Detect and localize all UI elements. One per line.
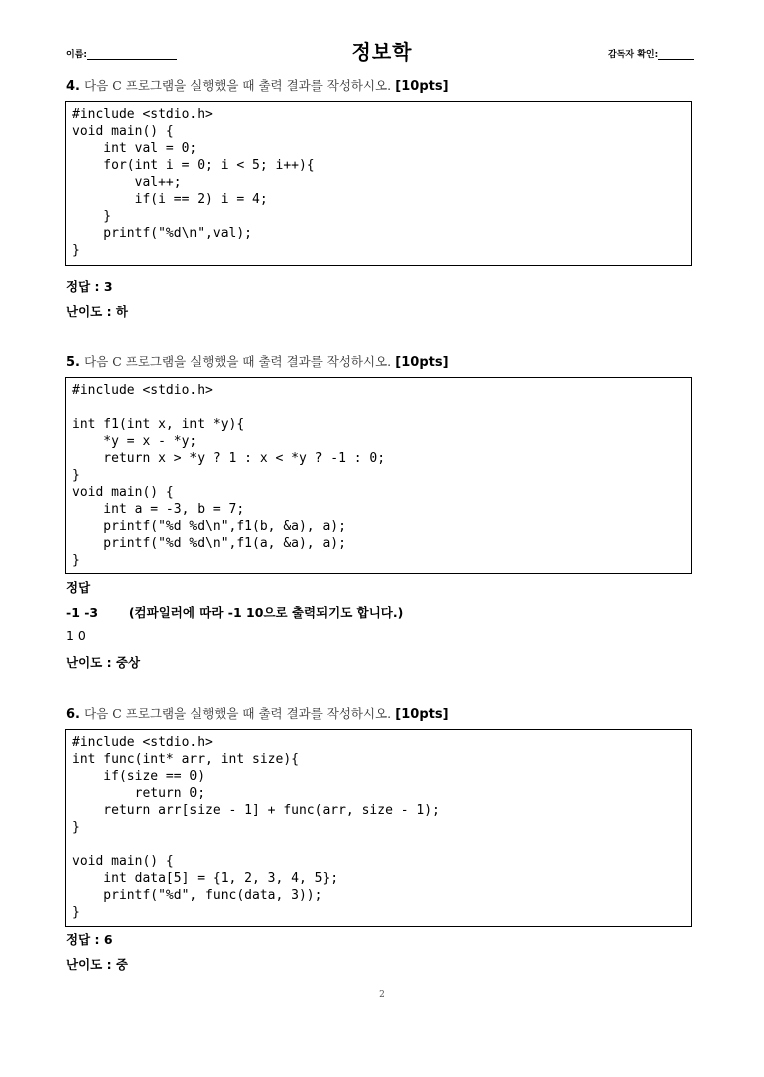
question-4-answer: 정답 : 3 bbox=[66, 279, 113, 294]
supervisor-field bbox=[608, 47, 694, 60]
question-number: 5. bbox=[66, 355, 80, 370]
question-6-answer: 정답 : 6 bbox=[66, 932, 113, 947]
supervisor-blank-line bbox=[658, 49, 694, 60]
question-5-code-box bbox=[65, 377, 692, 574]
answer-note: (컴파일러에 따라 -1 10으로 출력되기도 합니다.) bbox=[128, 605, 404, 620]
question-6-heading bbox=[66, 704, 449, 722]
question-points: [10pts] bbox=[395, 79, 449, 94]
question-6-code-box bbox=[65, 729, 692, 927]
supervisor-label: 감독자 확인: bbox=[608, 50, 659, 60]
question-5-heading bbox=[66, 352, 449, 370]
question-text: 다음 C 프로그램을 실행했을 때 출력 결과를 작성하시오. bbox=[84, 354, 392, 369]
question-5-answer-label: 정답 bbox=[66, 580, 91, 595]
question-number: 6. bbox=[66, 707, 80, 722]
answer-value: -1 -3 bbox=[66, 605, 99, 620]
question-4-heading bbox=[66, 76, 449, 94]
question-5-answer-line1 bbox=[66, 603, 403, 621]
question-6-difficulty: 난이도 : 중 bbox=[66, 957, 129, 972]
question-text: 다음 C 프로그램을 실행했을 때 출력 결과를 작성하시오. bbox=[84, 78, 392, 93]
page-number: 2 bbox=[379, 990, 385, 1000]
code-block: #include <stdio.h> int f1(int x, int *y){ *y = x - *y; return x > *y ? 1 : x < *y ? -1 : 0; } void main() { int a = -3, b = 7; printf("%d %d\n",f1(b, &a), a); printf("%d %d\n",f1(a, &a), a); } bbox=[72, 383, 386, 568]
name-label: 이름: bbox=[66, 50, 87, 60]
question-points: [10pts] bbox=[395, 707, 449, 722]
question-4-code-box bbox=[65, 101, 692, 266]
code-block: #include <stdio.h> void main() { int val = 0; for(int i = 0; i < 5; i++){ val++; if(i == 2) i = 4; } printf("%d\n",val); } bbox=[72, 107, 315, 258]
question-5-difficulty: 난이도 : 중상 bbox=[66, 655, 141, 670]
question-points: [10pts] bbox=[395, 355, 449, 370]
question-number: 4. bbox=[66, 79, 80, 94]
question-5-answer-line2: 1 0 bbox=[66, 628, 86, 643]
code-block: #include <stdio.h> int func(int* arr, int size){ if(size == 0) return 0; return arr[size - 1] + func(arr, size - 1); } void main() { int data[5] = {1, 2, 3, 4, 5}; printf("%d", func(data, 3)); } bbox=[72, 735, 440, 920]
question-4-difficulty: 난이도 : 하 bbox=[66, 304, 129, 319]
page-title: 정보학 bbox=[351, 40, 413, 64]
question-text: 다음 C 프로그램을 실행했을 때 출력 결과를 작성하시오. bbox=[84, 706, 392, 721]
